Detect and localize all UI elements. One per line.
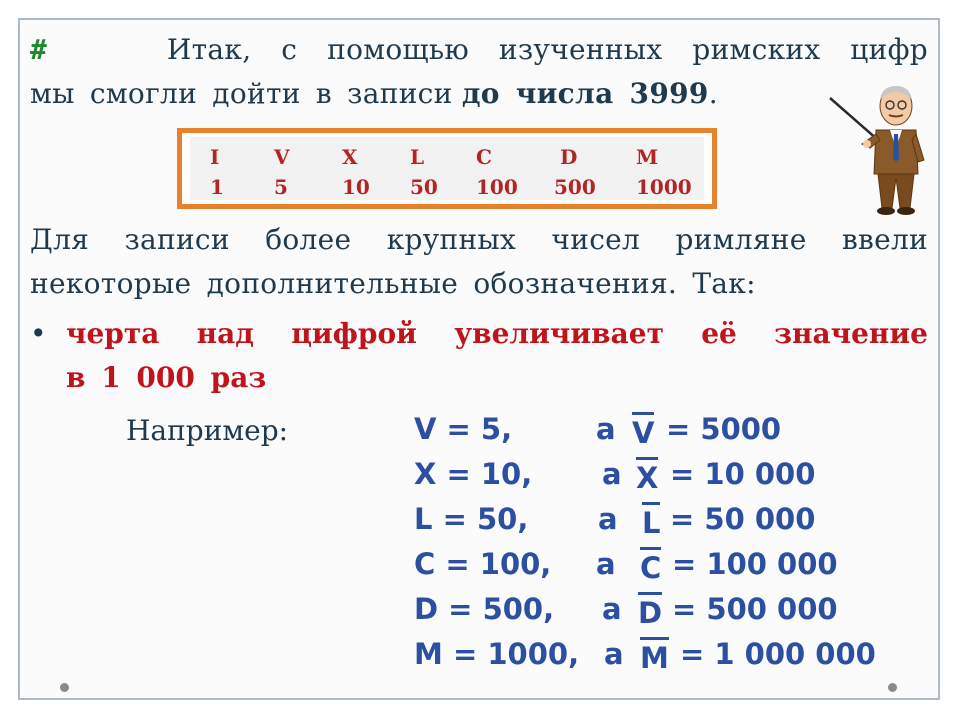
roman-symbol: D	[560, 145, 578, 169]
roman-numerals-table-inner	[190, 137, 704, 200]
example-left: V = 5,	[414, 412, 513, 446]
paragraph-2-line-2: некоторые дополнительные обозначения. Так:	[30, 267, 756, 300]
example-right: = 1 000 000	[680, 637, 876, 671]
example-label: Например:	[126, 414, 289, 447]
example-left: X = 10,	[414, 457, 533, 491]
roman-symbol: M	[636, 145, 659, 169]
roman-value: 50	[410, 175, 438, 199]
intro-line-2	[30, 72, 800, 116]
intro-line-1	[30, 28, 928, 72]
slide-corner-dot-left	[60, 683, 69, 692]
example-overlined-symbol: L	[642, 502, 660, 541]
bullet-line-1: черта над цифрой увеличивает её значение	[66, 317, 928, 350]
roman-numerals-table	[177, 128, 717, 209]
roman-value: 100	[476, 175, 518, 199]
example-right: = 5000	[666, 412, 782, 446]
bullet-item	[30, 312, 928, 400]
example-right: = 500 000	[672, 592, 838, 626]
example-overlined-symbol: D	[638, 592, 662, 631]
example-overlined-symbol: X	[636, 457, 658, 496]
example-left: M = 1000,	[414, 637, 580, 671]
example-right: = 10 000	[670, 457, 816, 491]
slide-corner-dot-right	[888, 683, 897, 692]
example-overlined-symbol: V	[632, 412, 654, 451]
example-a: а	[602, 592, 622, 626]
example-a: а	[596, 412, 616, 446]
example-a: а	[602, 457, 622, 491]
intro-line-2-end: .	[708, 77, 718, 110]
example-a: а	[604, 637, 624, 671]
example-overlined-symbol: M	[640, 637, 669, 676]
roman-value: 1	[210, 175, 224, 199]
paragraph-2	[30, 218, 928, 306]
roman-symbol: L	[410, 145, 425, 169]
example-a: а	[598, 502, 618, 536]
bullet-line-2: в 1 000 раз	[66, 361, 267, 394]
roman-symbol: V	[274, 145, 290, 169]
hash-marker: #	[30, 33, 48, 66]
paragraph-2-line-1: Для записи более крупных чисел римляне ввели	[30, 223, 928, 256]
roman-symbol: I	[210, 145, 220, 169]
roman-symbol: X	[342, 145, 358, 169]
bullet-marker: •	[30, 317, 47, 350]
intro-line-2-start: мы смогли дойти в записи	[30, 77, 453, 110]
roman-value: 500	[554, 175, 596, 199]
intro-paragraph	[30, 28, 928, 116]
example-left: L = 50,	[414, 502, 529, 536]
example-left: C = 100,	[414, 547, 552, 581]
roman-value: 1000	[636, 175, 692, 199]
intro-line-1-text: Итак, с помощью изученных римских цифр	[166, 33, 929, 66]
roman-symbol: C	[476, 145, 492, 169]
roman-value: 5	[274, 175, 288, 199]
example-a: а	[596, 547, 616, 581]
example-overlined-symbol: C	[640, 547, 661, 586]
example-right: = 100 000	[672, 547, 838, 581]
teacher-illustration-icon	[826, 78, 936, 218]
example-left: D = 500,	[414, 592, 555, 626]
roman-value: 10	[342, 175, 370, 199]
intro-line-2-bold: до числа 3999	[461, 77, 709, 110]
example-right: = 50 000	[670, 502, 816, 536]
